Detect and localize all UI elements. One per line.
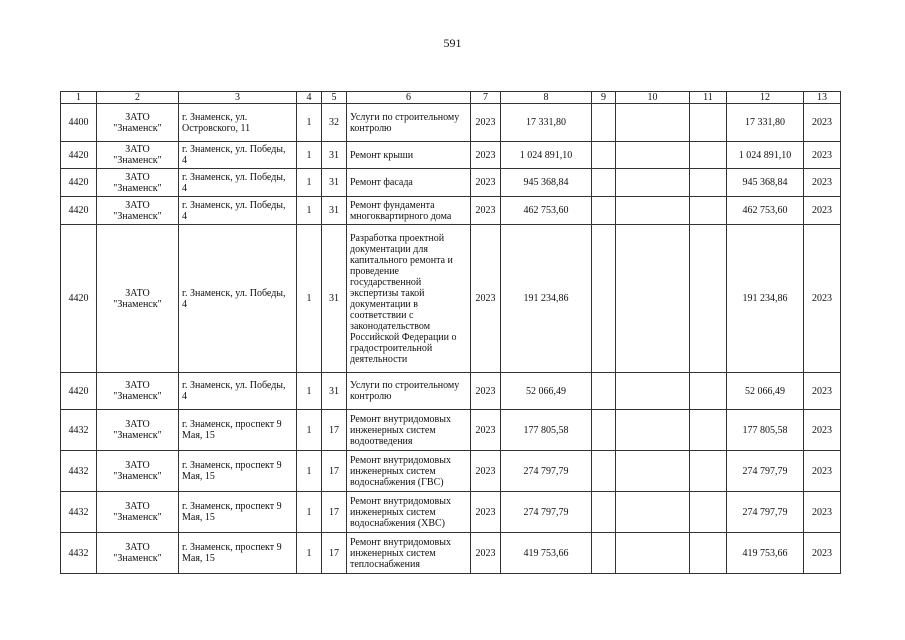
header-row: [61, 92, 841, 104]
cell-year: 2023: [471, 451, 501, 492]
cell-work-type: Услуги по строительному контролю: [347, 373, 471, 410]
cell-number: 4420: [61, 142, 97, 169]
cell-col4: 1: [297, 451, 322, 492]
table-row: [61, 373, 841, 410]
cell-number: 4420: [61, 169, 97, 197]
cell-col9: [592, 410, 616, 451]
cell-year: 2023: [471, 169, 501, 197]
cell-col5: 32: [322, 104, 347, 142]
cell-municipality: ЗАТО "Знаменск": [97, 492, 179, 533]
table-row: [61, 225, 841, 373]
col-header-1: 1: [61, 92, 97, 104]
col-header-6: 6: [347, 92, 471, 104]
cell-total: 274 797,79: [727, 492, 804, 533]
cell-col11: [690, 492, 727, 533]
cell-col10: [616, 104, 690, 142]
cell-end-year: 2023: [804, 533, 841, 574]
col-header-13: 13: [804, 92, 841, 104]
cell-end-year: 2023: [804, 225, 841, 373]
cell-col4: 1: [297, 533, 322, 574]
cell-col11: [690, 533, 727, 574]
cell-municipality: ЗАТО "Знаменск": [97, 169, 179, 197]
cell-col11: [690, 451, 727, 492]
cell-number: 4432: [61, 451, 97, 492]
cell-col4: 1: [297, 142, 322, 169]
cell-address: г. Знаменск, ул. Победы, 4: [179, 373, 297, 410]
cell-municipality: ЗАТО "Знаменск": [97, 197, 179, 225]
cell-end-year: 2023: [804, 142, 841, 169]
cell-col10: [616, 142, 690, 169]
cell-address: г. Знаменск, проспект 9 Мая, 15: [179, 451, 297, 492]
table-row: [61, 197, 841, 225]
cell-total: 462 753,60: [727, 197, 804, 225]
cell-col4: 1: [297, 197, 322, 225]
cell-work-type: Ремонт внутридомовых инженерных систем водоотведения: [347, 410, 471, 451]
cell-year: 2023: [471, 410, 501, 451]
cell-work-type: Ремонт внутридомовых инженерных систем водоснабжения (ГВС): [347, 451, 471, 492]
cell-work-type: Ремонт крыши: [347, 142, 471, 169]
cell-total: 191 234,86: [727, 225, 804, 373]
col-header-12: 12: [727, 92, 804, 104]
cell-amount: 177 805,58: [501, 410, 592, 451]
cell-end-year: 2023: [804, 451, 841, 492]
table-row: [61, 533, 841, 574]
cell-amount: 191 234,86: [501, 225, 592, 373]
cell-end-year: 2023: [804, 197, 841, 225]
col-header-9: 9: [592, 92, 616, 104]
cell-address: г. Знаменск, проспект 9 Мая, 15: [179, 410, 297, 451]
cell-col9: [592, 451, 616, 492]
cell-col4: 1: [297, 410, 322, 451]
cell-col5: 31: [322, 197, 347, 225]
table-header: [61, 92, 841, 104]
cell-col11: [690, 104, 727, 142]
cell-address: г. Знаменск, ул. Победы, 4: [179, 142, 297, 169]
cell-year: 2023: [471, 225, 501, 373]
cell-number: 4420: [61, 197, 97, 225]
col-header-3: 3: [179, 92, 297, 104]
cell-col10: [616, 373, 690, 410]
col-header-8: 8: [501, 92, 592, 104]
cell-number: 4420: [61, 225, 97, 373]
cell-total: 945 368,84: [727, 169, 804, 197]
cell-col9: [592, 104, 616, 142]
cell-amount: 274 797,79: [501, 492, 592, 533]
cell-end-year: 2023: [804, 169, 841, 197]
cell-municipality: ЗАТО "Знаменск": [97, 373, 179, 410]
cell-municipality: ЗАТО "Знаменск": [97, 104, 179, 142]
cell-number: 4400: [61, 104, 97, 142]
cell-col10: [616, 533, 690, 574]
cell-col4: 1: [297, 169, 322, 197]
table-row: [61, 142, 841, 169]
cell-col10: [616, 169, 690, 197]
cell-address: г. Знаменск, ул. Победы, 4: [179, 225, 297, 373]
cell-col11: [690, 225, 727, 373]
cell-amount: 1 024 891,10: [501, 142, 592, 169]
works-table: [60, 91, 841, 574]
cell-col11: [690, 410, 727, 451]
col-header-4: 4: [297, 92, 322, 104]
cell-col9: [592, 142, 616, 169]
cell-total: 177 805,58: [727, 410, 804, 451]
cell-col10: [616, 492, 690, 533]
table-row: [61, 451, 841, 492]
cell-end-year: 2023: [804, 104, 841, 142]
cell-number: 4432: [61, 533, 97, 574]
cell-col5: 31: [322, 169, 347, 197]
cell-year: 2023: [471, 373, 501, 410]
cell-total: 274 797,79: [727, 451, 804, 492]
cell-col4: 1: [297, 104, 322, 142]
cell-col10: [616, 410, 690, 451]
col-header-7: 7: [471, 92, 501, 104]
cell-col5: 31: [322, 373, 347, 410]
cell-year: 2023: [471, 533, 501, 574]
cell-total: 52 066,49: [727, 373, 804, 410]
cell-work-type: Ремонт фундамента многоквартирного дома: [347, 197, 471, 225]
cell-total: 1 024 891,10: [727, 142, 804, 169]
cell-amount: 462 753,60: [501, 197, 592, 225]
cell-address: г. Знаменск, ул. Победы, 4: [179, 169, 297, 197]
cell-work-type: Ремонт внутридомовых инженерных систем водоснабжения (ХВС): [347, 492, 471, 533]
cell-col10: [616, 451, 690, 492]
cell-col5: 17: [322, 492, 347, 533]
cell-amount: 52 066,49: [501, 373, 592, 410]
cell-address: г. Знаменск, ул. Победы, 4: [179, 197, 297, 225]
cell-work-type: Ремонт фасада: [347, 169, 471, 197]
cell-col11: [690, 197, 727, 225]
cell-total: 17 331,80: [727, 104, 804, 142]
cell-col9: [592, 492, 616, 533]
cell-total: 419 753,66: [727, 533, 804, 574]
cell-year: 2023: [471, 104, 501, 142]
cell-col4: 1: [297, 225, 322, 373]
cell-col9: [592, 373, 616, 410]
cell-amount: 945 368,84: [501, 169, 592, 197]
cell-col5: 31: [322, 225, 347, 373]
cell-year: 2023: [471, 197, 501, 225]
cell-col4: 1: [297, 373, 322, 410]
cell-year: 2023: [471, 142, 501, 169]
cell-col9: [592, 225, 616, 373]
cell-number: 4432: [61, 492, 97, 533]
cell-municipality: ЗАТО "Знаменск": [97, 142, 179, 169]
page-number: 591: [443, 36, 462, 50]
cell-amount: 419 753,66: [501, 533, 592, 574]
cell-col5: 31: [322, 142, 347, 169]
cell-end-year: 2023: [804, 492, 841, 533]
cell-municipality: ЗАТО "Знаменск": [97, 225, 179, 373]
cell-col4: 1: [297, 492, 322, 533]
cell-col9: [592, 533, 616, 574]
cell-municipality: ЗАТО "Знаменск": [97, 451, 179, 492]
col-header-5: 5: [322, 92, 347, 104]
cell-number: 4432: [61, 410, 97, 451]
cell-col5: 17: [322, 410, 347, 451]
cell-address: г. Знаменск, проспект 9 Мая, 15: [179, 533, 297, 574]
cell-amount: 274 797,79: [501, 451, 592, 492]
col-header-2: 2: [97, 92, 179, 104]
cell-address: г. Знаменск, проспект 9 Мая, 15: [179, 492, 297, 533]
cell-col10: [616, 225, 690, 373]
table-body: [61, 104, 841, 574]
cell-amount: 17 331,80: [501, 104, 592, 142]
table-row: [61, 169, 841, 197]
cell-number: 4420: [61, 373, 97, 410]
cell-col10: [616, 197, 690, 225]
cell-end-year: 2023: [804, 373, 841, 410]
table-row: [61, 410, 841, 451]
cell-address: г. Знаменск, ул. Островского, 11: [179, 104, 297, 142]
cell-end-year: 2023: [804, 410, 841, 451]
cell-municipality: ЗАТО "Знаменск": [97, 410, 179, 451]
cell-col11: [690, 142, 727, 169]
cell-work-type: Услуги по строительному контролю: [347, 104, 471, 142]
cell-col11: [690, 169, 727, 197]
table-row: [61, 104, 841, 142]
cell-year: 2023: [471, 492, 501, 533]
cell-col9: [592, 197, 616, 225]
cell-work-type: Ремонт внутридомовых инженерных систем теплоснабжения: [347, 533, 471, 574]
col-header-11: 11: [690, 92, 727, 104]
cell-col5: 17: [322, 451, 347, 492]
cell-col5: 17: [322, 533, 347, 574]
table-row: [61, 492, 841, 533]
cell-col9: [592, 169, 616, 197]
cell-work-type: Разработка проектной документации для капитального ремонта и проведение государственной экспертизы такой документации в соответствии с законодательством Российской Федерации о градостроительной деятельности: [347, 225, 471, 373]
cell-municipality: ЗАТО "Знаменск": [97, 533, 179, 574]
cell-col11: [690, 373, 727, 410]
col-header-10: 10: [616, 92, 690, 104]
